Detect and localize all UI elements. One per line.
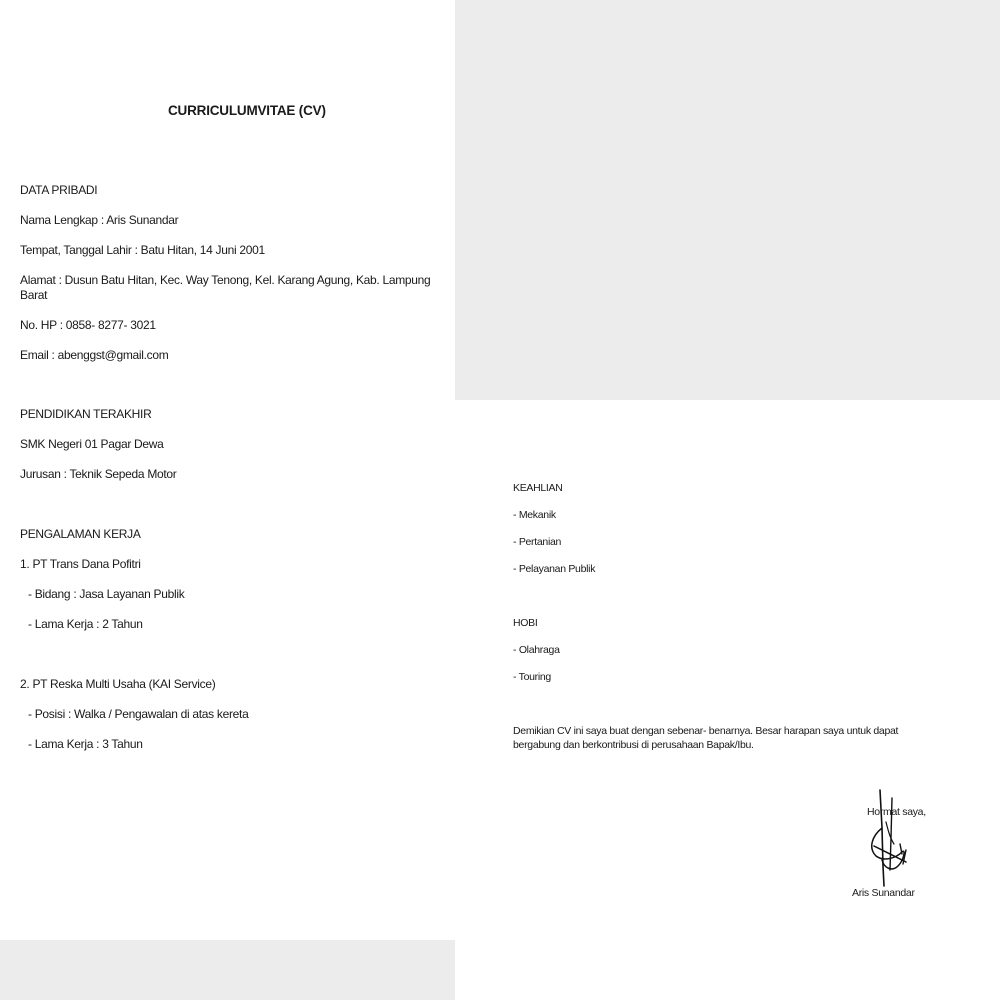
job-detail: - Posisi : Walka / Pengawalan di atas kereta (28, 707, 249, 721)
closing-statement: Demikian CV ini saya buat dengan sebenar- benarnya. Besar harapan saya untuk dapat bergabung dan berkontribusi di perusahaan Bapak/Ibu. (513, 725, 899, 751)
handwritten-signature (862, 788, 912, 888)
name-line: Nama Lengkap : Aris Sunandar (20, 213, 179, 227)
address-line: Alamat : Dusun Batu Hitan, Kec. Way Tenong, Kel. Karang Agung, Kab. Lampung Barat (20, 273, 431, 302)
job-detail: - Lama Kerja : 2 Tahun (28, 617, 143, 631)
email-line: Email : abenggst@gmail.com (20, 348, 169, 362)
school-line: SMK Negeri 01 Pagar Dewa (20, 437, 164, 451)
skill-item: - Pelayanan Publik (513, 563, 596, 575)
skills-heading: KEAHLIAN (513, 482, 563, 494)
job-detail: - Bidang : Jasa Layanan Publik (28, 587, 185, 601)
job-detail: - Lama Kerja : 3 Tahun (28, 737, 143, 751)
job-company: 2. PT Reska Multi Usaha (KAI Service) (20, 677, 216, 691)
hobby-item: - Touring (513, 671, 551, 683)
education-heading: PENDIDIKAN TERAKHIR (20, 407, 152, 421)
skill-item: - Mekanik (513, 509, 556, 521)
experience-heading: PENGALAMAN KERJA (20, 527, 141, 541)
skill-item: - Pertanian (513, 536, 562, 548)
hobby-item: - Olahraga (513, 644, 560, 656)
personal-heading: DATA PRIBADI (20, 183, 98, 197)
hobbies-heading: HOBI (513, 617, 538, 629)
major-line: Jurusan : Teknik Sepeda Motor (20, 467, 177, 481)
job-company: 1. PT Trans Dana Pofitri (20, 557, 141, 571)
sign-off: Hormat saya, (867, 806, 926, 818)
cv-title: CURRICULUMVITAE (CV) (168, 103, 326, 118)
signer-name: Aris Sunandar (852, 887, 915, 899)
birth-line: Tempat, Tanggal Lahir : Batu Hitan, 14 Juni 2001 (20, 243, 265, 257)
phone-line: No. HP : 0858- 8277- 3021 (20, 318, 156, 332)
